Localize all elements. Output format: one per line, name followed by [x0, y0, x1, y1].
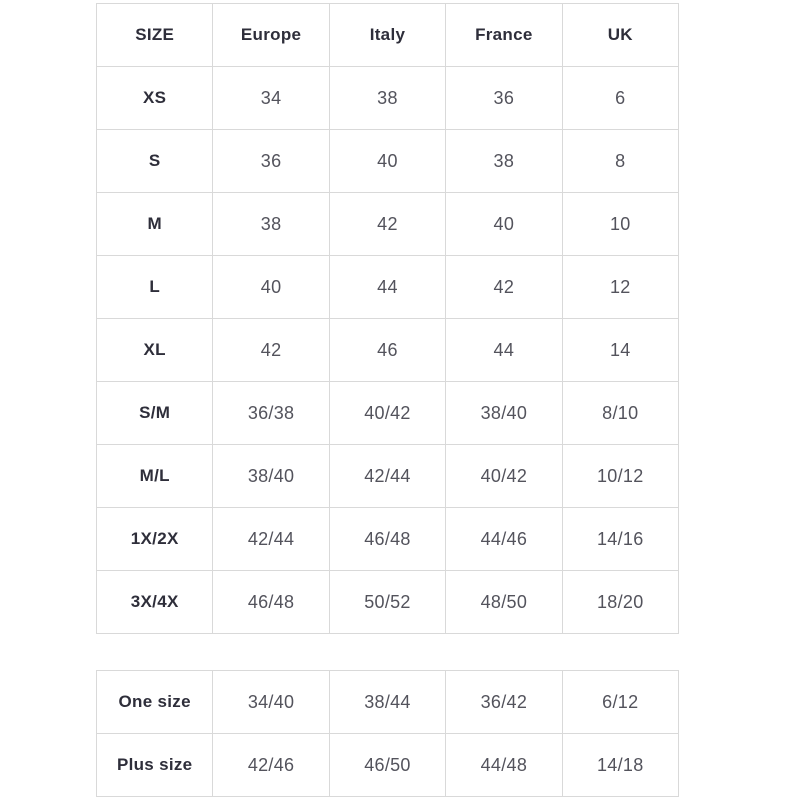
table-row: [97, 671, 679, 734]
value-cell: 46/50: [329, 734, 445, 797]
value-cell: 12: [562, 256, 678, 319]
value-cell: 36: [213, 130, 329, 193]
value-cell: 8/10: [562, 382, 678, 445]
row-label-cell: M: [97, 193, 213, 256]
table-row: [97, 256, 679, 319]
value-cell: 40: [446, 193, 562, 256]
table-row: [97, 445, 679, 508]
header-row: [97, 4, 679, 67]
value-cell: 18/20: [562, 571, 678, 634]
value-cell: 38: [213, 193, 329, 256]
value-cell: 8: [562, 130, 678, 193]
row-label-cell: XS: [97, 67, 213, 130]
main-size-table-body: [97, 67, 679, 634]
value-cell: 38/44: [329, 671, 445, 734]
main-size-table: [96, 3, 679, 634]
row-label-cell: One size: [97, 671, 213, 734]
value-cell: 38/40: [213, 445, 329, 508]
value-cell: 36/38: [213, 382, 329, 445]
value-cell: 46/48: [329, 508, 445, 571]
value-cell: 6: [562, 67, 678, 130]
row-label-cell: M/L: [97, 445, 213, 508]
value-cell: 42/44: [329, 445, 445, 508]
row-label-cell: XL: [97, 319, 213, 382]
column-header-italy: Italy: [329, 4, 445, 67]
value-cell: 38/40: [446, 382, 562, 445]
value-cell: 42: [213, 319, 329, 382]
table-row: [97, 67, 679, 130]
value-cell: 38: [329, 67, 445, 130]
value-cell: 10/12: [562, 445, 678, 508]
column-header-france: France: [446, 4, 562, 67]
value-cell: 42/44: [213, 508, 329, 571]
row-label-cell: 3X/4X: [97, 571, 213, 634]
value-cell: 34/40: [213, 671, 329, 734]
value-cell: 42: [446, 256, 562, 319]
table-row: [97, 734, 679, 797]
value-cell: 38: [446, 130, 562, 193]
value-cell: 46/48: [213, 571, 329, 634]
value-cell: 42: [329, 193, 445, 256]
value-cell: 14/18: [562, 734, 678, 797]
main-size-table-header: [97, 4, 679, 67]
value-cell: 44/46: [446, 508, 562, 571]
table-row: [97, 319, 679, 382]
table-row: [97, 382, 679, 445]
value-cell: 50/52: [329, 571, 445, 634]
value-cell: 40: [213, 256, 329, 319]
column-header-uk: UK: [562, 4, 678, 67]
value-cell: 36/42: [446, 671, 562, 734]
value-cell: 14/16: [562, 508, 678, 571]
value-cell: 34: [213, 67, 329, 130]
value-cell: 48/50: [446, 571, 562, 634]
table-row: [97, 130, 679, 193]
value-cell: 42/46: [213, 734, 329, 797]
value-cell: 46: [329, 319, 445, 382]
row-label-cell: Plus size: [97, 734, 213, 797]
table-row: [97, 508, 679, 571]
value-cell: 44: [329, 256, 445, 319]
value-cell: 6/12: [562, 671, 678, 734]
row-label-cell: S/M: [97, 382, 213, 445]
value-cell: 40: [329, 130, 445, 193]
size-conversion-tables: [96, 3, 679, 797]
row-label-cell: S: [97, 130, 213, 193]
table-row: [97, 193, 679, 256]
column-header-size: SIZE: [97, 4, 213, 67]
value-cell: 36: [446, 67, 562, 130]
table-row: [97, 571, 679, 634]
value-cell: 10: [562, 193, 678, 256]
value-cell: 44/48: [446, 734, 562, 797]
value-cell: 14: [562, 319, 678, 382]
special-size-table: [96, 670, 679, 797]
value-cell: 40/42: [329, 382, 445, 445]
value-cell: 44: [446, 319, 562, 382]
row-label-cell: 1X/2X: [97, 508, 213, 571]
special-size-table-body: [97, 671, 679, 797]
value-cell: 40/42: [446, 445, 562, 508]
row-label-cell: L: [97, 256, 213, 319]
column-header-europe: Europe: [213, 4, 329, 67]
